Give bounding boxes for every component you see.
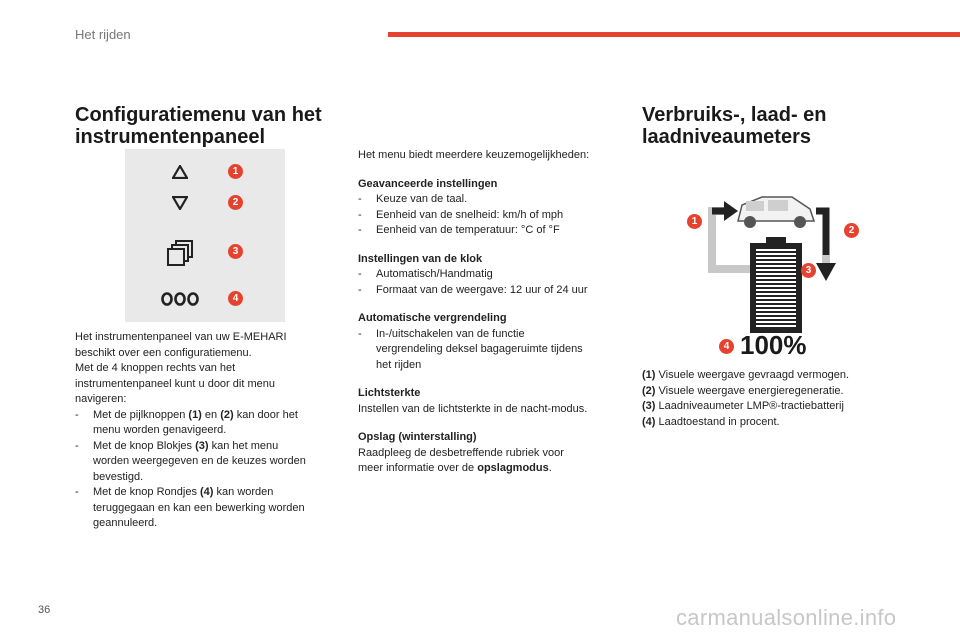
badge-4: 4 xyxy=(228,291,243,306)
battery-cell-stripe xyxy=(756,257,796,259)
left-title-line1: Configuratiemenu van het xyxy=(75,104,322,126)
badge-1: 1 xyxy=(228,164,243,179)
list-item-text: het rijden xyxy=(376,358,422,371)
battery-cell-stripe xyxy=(756,297,796,299)
legend-item xyxy=(642,384,902,400)
list-item-text: vergrendeling deksel bagageruimte tijdens xyxy=(376,343,583,355)
intro-line: Het instrumentenpaneel van uw E-MEHARI xyxy=(75,331,287,343)
left-body xyxy=(75,330,337,532)
battery-cell-stripe xyxy=(756,265,796,267)
storage-text-end: . xyxy=(548,462,552,474)
page-number: 36 xyxy=(38,604,51,616)
bullet-dash: - xyxy=(75,408,79,421)
list-item xyxy=(358,267,628,283)
meters-diagram xyxy=(680,185,870,365)
regeneration-arrow xyxy=(816,211,826,255)
battery-cell-stripe xyxy=(756,325,796,327)
regeneration-arrow-head xyxy=(816,263,836,281)
bullet-text: menu worden genavigeerd. xyxy=(93,424,227,436)
battery-cell-stripe xyxy=(756,273,796,275)
bullet-text: kan door het xyxy=(233,408,298,421)
bullet-text: worden weergegeven en de keuzes worden xyxy=(93,455,306,467)
list-item-text: In-/uitschakelen van de functie xyxy=(376,327,525,340)
section-header: Het rijden xyxy=(75,27,131,42)
bullet-circles xyxy=(75,485,337,532)
battery-cell-stripe xyxy=(756,261,796,263)
list-item-text: Automatisch/Handmatig xyxy=(376,268,493,280)
down-triangle-icon xyxy=(172,196,188,210)
legend-text: Visuele weergave energieregeneratie. xyxy=(655,384,844,397)
legend-item xyxy=(642,368,902,384)
up-triangle-icon xyxy=(172,165,188,179)
right-title xyxy=(642,104,827,148)
header-accent-bar xyxy=(388,32,960,37)
battery-cell-stripe xyxy=(756,253,796,255)
list-item xyxy=(358,192,628,208)
bullet-text: kan het menu xyxy=(208,439,279,452)
bullet-dash: - xyxy=(75,486,79,498)
diagram-badge-1: 1 xyxy=(687,214,702,229)
intro-line: Met de 4 knoppen rechts van het xyxy=(75,362,236,374)
list-item-text: Keuze van de taal. xyxy=(376,193,468,205)
intro-line: beschikt over een configuratiemenu. xyxy=(75,346,252,359)
charge-percent: 100% xyxy=(740,330,807,360)
diagram-badge-4: 4 xyxy=(719,339,734,354)
list-item-text: Eenheid van de snelheid: km/h of mph xyxy=(376,208,564,221)
right-legend xyxy=(642,368,902,430)
bullet-dash: - xyxy=(358,193,362,205)
diagram-badge-2: 2 xyxy=(844,223,859,238)
battery-cell-stripe xyxy=(756,301,796,303)
battery-cell-stripe xyxy=(756,317,796,319)
list-item-text: Eenheid van de temperatuur: °C of °F xyxy=(376,224,560,236)
bullet-dash: - xyxy=(358,327,362,340)
intro-line: instrumentenpaneel kunt u door dit menu xyxy=(75,377,275,390)
bullet-text: kan worden xyxy=(213,486,274,498)
menu-intro: Het menu biedt meerdere keuzemogelijkheden: xyxy=(358,149,590,161)
ref-4: (4) xyxy=(200,486,214,498)
middle-body xyxy=(358,148,628,477)
legend-ref: (1) xyxy=(642,369,656,381)
ref-3: (3) xyxy=(195,439,209,452)
legend-text: Laadtoestand in procent. xyxy=(655,415,780,428)
brightness-text: Instellen van de lichtsterkte in de nacht-modus. xyxy=(358,402,588,415)
battery-cell-stripe xyxy=(756,321,796,323)
bullet-arrows xyxy=(75,408,337,439)
left-title xyxy=(75,104,322,148)
bullet-text: Met de pijlknoppen xyxy=(93,408,189,421)
battery-cell-stripe xyxy=(756,289,796,291)
bullet-dash: - xyxy=(358,224,362,236)
bullet-text: geannuleerd. xyxy=(93,517,158,529)
ref-2: (2) xyxy=(220,408,234,421)
battery-cell-stripe xyxy=(756,269,796,271)
legend-item xyxy=(642,415,902,431)
bullet-text: teruggegaan en kan een bewerking worden xyxy=(93,501,305,514)
badge-2: 2 xyxy=(228,195,243,210)
bullet-dash: - xyxy=(358,208,362,221)
intro-line: navigeren: xyxy=(75,393,127,405)
storage-text xyxy=(358,446,628,477)
bullet-dash: - xyxy=(358,283,362,296)
badge-3: 3 xyxy=(228,244,243,259)
legend-text: Laadniveaumeter LMP®-tractiebatterij xyxy=(655,400,844,412)
heading-clock: Instellingen van de klok xyxy=(358,252,483,265)
battery-cell-stripe xyxy=(756,305,796,307)
bullet-dash: - xyxy=(358,268,362,280)
bullet-text: bevestigd. xyxy=(93,470,144,483)
heading-lock: Automatische vergrendeling xyxy=(358,312,507,324)
battery-cell-stripe xyxy=(756,277,796,279)
storage-mode-term: opslagmodus xyxy=(477,462,549,474)
three-circles-icon xyxy=(161,291,199,307)
legend-ref: (4) xyxy=(642,415,656,428)
battery-cell-stripe xyxy=(756,313,796,315)
battery-cell-stripe xyxy=(756,281,796,283)
bullet-blocks xyxy=(75,439,337,486)
right-title-line1: Verbruiks-, laad- en xyxy=(642,104,827,126)
right-title-line2: laadniveaumeters xyxy=(642,126,811,148)
battery-icon xyxy=(750,237,802,333)
power-arrow-head xyxy=(724,201,738,221)
watermark: carmanualsonline.info xyxy=(676,605,897,630)
diagram-badge-3: 3 xyxy=(801,263,816,278)
list-item xyxy=(358,208,628,224)
list-item xyxy=(358,223,628,239)
heading-storage: Opslag (winterstalling) xyxy=(358,431,477,443)
legend-item xyxy=(642,399,902,415)
storage-text-line: meer informatie over de xyxy=(358,462,478,474)
legend-text: Visuele weergave gevraagd vermogen. xyxy=(655,369,850,381)
bullet-dash: - xyxy=(75,439,79,452)
list-item-text: Formaat van de weergave: 12 uur of 24 uur xyxy=(376,283,588,296)
list-item xyxy=(358,327,628,374)
battery-cell-stripe xyxy=(756,293,796,295)
bullet-text: Met de knop Rondjes xyxy=(93,486,201,498)
battery-cell-stripe xyxy=(756,249,796,251)
storage-text-line: Raadpleeg de desbetreffende rubriek voor xyxy=(358,446,564,459)
ref-1: (1) xyxy=(188,408,202,421)
battery-cell-stripe xyxy=(756,285,796,287)
legend-ref: (3) xyxy=(642,400,656,412)
button-panel-illustration xyxy=(125,149,285,322)
left-title-line2: instrumentenpaneel xyxy=(75,126,266,148)
legend-ref: (2) xyxy=(642,384,656,397)
heading-brightness: Lichtsterkte xyxy=(358,387,421,399)
bullet-text: Met de knop Blokjes xyxy=(93,439,196,452)
car-icon xyxy=(738,197,814,228)
heading-advanced: Geavanceerde instellingen xyxy=(358,177,498,190)
battery-cell-stripe xyxy=(756,309,796,311)
stacked-squares-icon xyxy=(166,239,194,267)
list-item xyxy=(358,283,628,299)
bullet-text: en xyxy=(201,408,221,421)
